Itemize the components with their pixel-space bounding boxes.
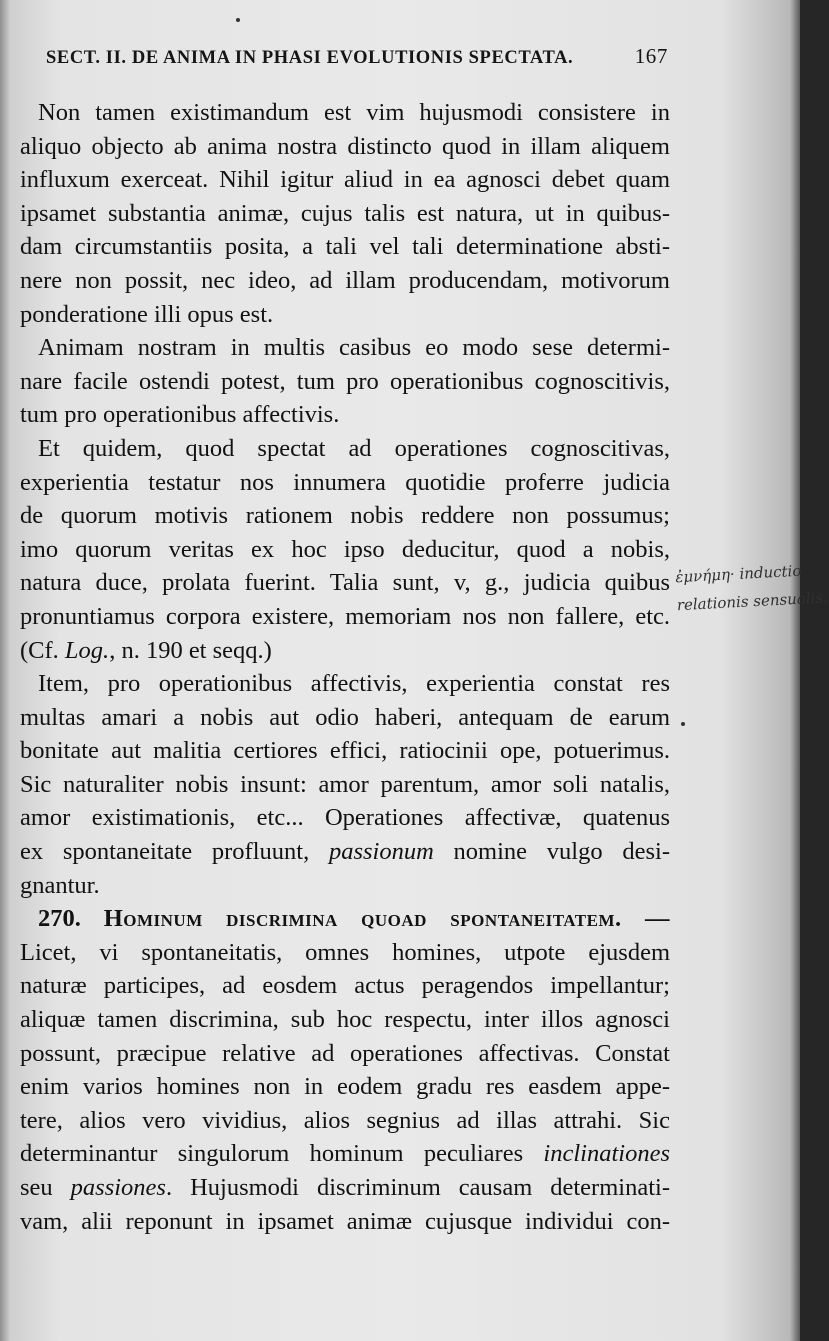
running-head-title: SECT. II. DE ANIMA IN PHASI EVOLUTIONIS SPECTATA.: [46, 48, 574, 68]
section-270: [20, 902, 670, 1238]
text-line: gnantur.: [20, 871, 100, 899]
text-line: dam circumstantiis posita, a tali vel tali determinatione absti-: [20, 233, 670, 261]
text-line: vam, alii reponunt in ipsamet animæ cujusque individui con-: [20, 1207, 670, 1235]
text-line: possunt, præcipue relative ad operationes affectivas. Constat: [20, 1039, 670, 1067]
text-line: enim varios homines non in eodem gradu res easdem appe-: [20, 1073, 670, 1101]
text-line: bonitate aut malitia certiores effici, ratiocinii ope, potuerimus.: [20, 737, 670, 765]
text-run: . Hujusmodi discriminum causam determinati-: [165, 1174, 670, 1201]
text-line: influxum exerceat. Nihil igitur aliud in ea agnosci debet quam: [20, 166, 670, 194]
text-line: [20, 1137, 670, 1171]
text-line: pronuntiamus corpora existere, memoriam nos non fallere, etc.: [20, 602, 670, 630]
body-text: [20, 96, 670, 1238]
margin-note-line: ἐμνήμη· inductio: [674, 561, 802, 587]
text-line: tum pro operationibus affectivis.: [20, 401, 340, 429]
italic-term: passiones: [70, 1174, 166, 1201]
text-line: [20, 1171, 670, 1205]
text-run: determinantur singulorum hominum peculiares: [20, 1140, 544, 1168]
text-line: aliquæ tamen discrimina, sub hoc respectu, inter illos agnosci: [20, 1006, 670, 1034]
ref-open: (Cf.: [20, 636, 65, 664]
text-line: Non tamen existimandum est vim hujusmodi consistere in: [38, 99, 670, 126]
text-run: ex spontaneitate profluunt,: [20, 838, 329, 866]
text-line: Et quidem, quod spectat ad operationes cognoscitivas,: [38, 434, 670, 462]
text-line: Item, pro operationibus affectivis, experientia constat res: [38, 670, 670, 698]
text-line: [20, 835, 670, 869]
ink-speck: [681, 722, 685, 726]
text-line: Licet, vi spontaneitatis, omnes homines, utpote ejusdem: [20, 938, 670, 966]
paragraph: [20, 432, 670, 667]
text-line: nere non possit, nec ideo, ad illam producendam, motivorum: [20, 266, 670, 294]
ref-italic: Log.: [64, 636, 110, 664]
running-header: [46, 44, 668, 69]
text-line: nare facile ostendi potest, tum pro operationibus cognoscitivis,: [20, 367, 670, 395]
handwritten-margin-note: [674, 557, 829, 619]
paragraph: [20, 331, 670, 432]
text-line: ponderatione illi opus est.: [20, 300, 274, 328]
text-line: imo quorum veritas ex hoc ipso deducitur, quod a nobis,: [20, 535, 670, 563]
text-run: nomine vulgo desi-: [433, 838, 670, 866]
text-line: multas amari a nobis aut odio haberi, antequam de earum: [20, 703, 670, 731]
text-line: amor existimationis, etc... Operationes affectivæ, quatenus: [20, 804, 670, 832]
italic-term: inclinationes: [543, 1140, 670, 1168]
text-line: ipsamet substantia animæ, cujus talis est natura, ut in quibus-: [20, 199, 670, 227]
paragraph: [20, 96, 670, 331]
section-number: 270.: [38, 905, 81, 933]
paragraph: [20, 667, 670, 902]
text-line: Sic naturaliter nobis insunt: amor parentum, amor soli natalis,: [20, 770, 670, 798]
text-line: natura duce, prolata fuerint. Talia sunt, v, g., judicia quibus: [20, 569, 670, 597]
text-line: aliquo objecto ab anima nostra distincto quod in illam aliquem: [20, 132, 670, 160]
text-run: seu: [20, 1174, 71, 1201]
ref-close: , n. 190 et seqq.): [109, 636, 272, 664]
text-line: Animam nostram in multis casibus eo modo sese determi-: [38, 334, 670, 362]
page-number: 167: [634, 44, 668, 68]
text-line: naturæ participes, ad eosdem actus peragendos impellantur;: [20, 972, 670, 1000]
margin-note-line: relationis sensualis.: [676, 588, 829, 615]
text-line: de quorum motivis rationem nobis reddere non possumus;: [20, 502, 670, 530]
ink-speck: [236, 18, 240, 22]
reference-line: [20, 634, 670, 668]
italic-term: passionum: [328, 838, 434, 866]
section-title: Hominum discrimina quoad spontaneitatem. —: [103, 905, 670, 933]
text-line: tere, alios vero vividius, alios segnius ad illas attrahi. Sic: [20, 1106, 670, 1134]
section-heading-line: [20, 902, 670, 936]
text-line: experientia testatur nos innumera quotidie proferre judicia: [20, 468, 670, 496]
